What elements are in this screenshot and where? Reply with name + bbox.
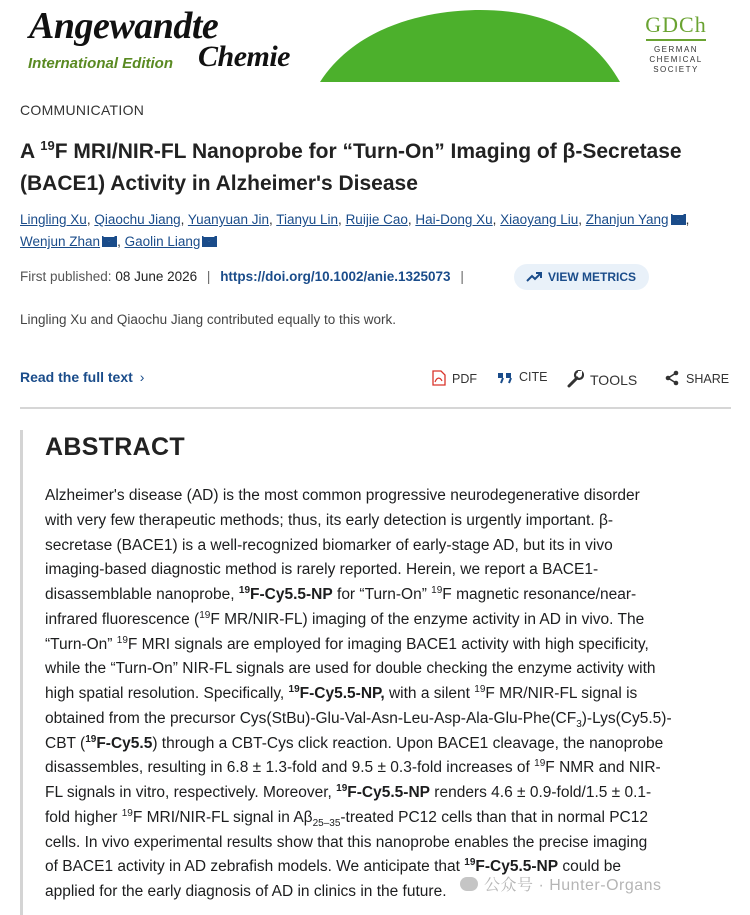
abstract-line: [45, 806, 725, 831]
abstract-sup: 19: [199, 609, 211, 621]
abstract-text-run: “Turn-On”: [45, 635, 117, 653]
author-list: [20, 209, 730, 253]
abstract-line: [45, 583, 725, 608]
abstract-text-run: F MRI/NIR-FL signal in Aβ: [132, 808, 313, 826]
abstract-text-run: secretase (BACE1) is a well-recognized biomarker of early-stage AD, but its in vivo: [45, 536, 613, 554]
abstract-sup: 19: [121, 807, 133, 819]
abstract-side-bar: [20, 430, 23, 915]
article-type: COMMUNICATION: [20, 102, 145, 118]
author-separator: ,: [268, 212, 277, 227]
tools-label: TOOLS: [590, 372, 638, 388]
abstract-text-run: Alzheimer's disease (AD) is the most common progressive neurodegenerative disorder: [45, 487, 640, 504]
tools-button[interactable]: [566, 370, 637, 388]
abstract-text-run: while the “Turn-On” NIR-FL signals are used for double checking the enzyme activity with: [45, 660, 656, 678]
author-link[interactable]: Qiaochu Jiang: [94, 212, 181, 227]
abstract-sup: 19: [336, 782, 348, 794]
abstract-sup: 19: [534, 758, 546, 770]
gdch-logo[interactable]: [626, 12, 726, 75]
doi-link[interactable]: https://doi.org/10.1002/anie.1325073: [220, 269, 451, 284]
abstract-sup: 19: [238, 584, 251, 596]
abstract-sup: 19: [431, 584, 443, 596]
envelope-icon[interactable]: [102, 236, 117, 247]
author-link[interactable]: Hai-Dong Xu: [415, 212, 493, 227]
abstract-text-run: applied for the early diagnosis of AD in clinics in the future.: [45, 883, 447, 900]
trend-up-icon: [526, 271, 542, 283]
author-link[interactable]: Zhanjun Yang: [585, 212, 669, 227]
abstract-text-run: F MRI signals are employed for imaging BACE1 activity with high specificity,: [127, 635, 649, 653]
gdch-line1: GERMAN: [653, 45, 699, 54]
wrench-icon: [566, 370, 584, 388]
pdf-icon: [432, 370, 446, 386]
abstract-line: [45, 509, 725, 534]
share-icon: [664, 370, 680, 386]
author-separator: ,: [492, 212, 501, 227]
abstract-text-run: F NMR and NIR-: [545, 759, 661, 777]
gdch-line2: CHEMICAL SOCIETY: [649, 55, 703, 74]
abstract-text-run: obtained from the precursor Cys(StBu)-Glu-Val-Asn-Leu-Asp-Ala-Glu-Phe(CF: [45, 709, 577, 727]
author-link[interactable]: Gaolin Liang: [124, 234, 201, 249]
author-separator: ,: [180, 212, 188, 227]
author-link[interactable]: Xiaoyang Liu: [500, 212, 579, 227]
abstract-line: [45, 682, 725, 707]
wechat-icon: [460, 877, 478, 891]
abstract-text-run: F-Cy5.5: [96, 734, 153, 752]
abstract-text-run: imaging-based diagnostic method is rarely reported. Herein, we report a BACE1-: [45, 561, 599, 579]
abstract-sup: 19: [116, 634, 128, 646]
abstract-line: [45, 657, 725, 682]
abstract-text-run: F MR/NIR-FL) imaging of the enzyme activity in AD in vivo. The: [210, 610, 645, 628]
envelope-icon[interactable]: [671, 214, 686, 225]
abstract-text-run: cells. In vivo experimental results show that this nanoprobe enables the precise imaging: [45, 833, 648, 851]
abstract-text-run: renders 4.6 ± 0.9-fold/1.5 ± 0.1-: [429, 784, 652, 801]
quote-icon: [497, 372, 513, 384]
abstract-line: [45, 831, 725, 856]
abstract-line: [45, 608, 725, 633]
abstract-line: [45, 484, 725, 509]
abstract-text-run: CBT (: [45, 734, 86, 752]
abstract-text: [45, 484, 725, 905]
title-prefix: A: [20, 140, 41, 163]
abstract-heading: ABSTRACT: [45, 433, 185, 461]
author-separator: ,: [338, 212, 346, 227]
watermark-text: 公众号 · Hunter-Organs: [484, 877, 662, 894]
abstract-line: [45, 732, 725, 757]
abstract-text-run: F MR/NIR-FL signal is: [485, 685, 638, 702]
abstract-text-run: F-Cy5.5-NP: [475, 858, 559, 876]
gdch-letters: GDCh: [645, 12, 707, 37]
section-divider: [20, 407, 731, 409]
journal-logo-chemie: Chemie: [198, 40, 290, 73]
author-separator: ,: [117, 234, 125, 249]
abstract-line: [45, 633, 725, 658]
abstract-text-run: disassemblable nanoprobe,: [45, 586, 239, 603]
abstract-text-run: infrared fluorescence (: [45, 610, 200, 628]
separator: |: [206, 269, 211, 284]
author-separator: ,: [578, 212, 586, 227]
journal-logo-angewandte[interactable]: Angewandte: [29, 5, 219, 47]
author-link[interactable]: Yuanyuan Jin: [187, 212, 269, 227]
abstract-text-run: of BACE1 activity in AD zebrafish models. We anticipate that: [45, 858, 465, 876]
abstract-text-run: ) through a CBT-Cys click reaction. Upon BACE1 cleavage, the nanoprobe: [152, 734, 664, 752]
abstract-sup: 19: [288, 683, 300, 695]
abstract-text-run: could be: [558, 858, 622, 876]
abstract-text-run: FL signals in vitro, respectively. Moreover,: [45, 784, 337, 801]
view-metrics-label: VIEW METRICS: [548, 270, 637, 284]
author-separator: ,: [407, 212, 416, 227]
abstract-sub: 25–35: [312, 817, 341, 829]
view-metrics-button[interactable]: [514, 264, 649, 290]
abstract-text-run: F-Cy5.5-NP: [250, 586, 333, 603]
abstract-sub: 3: [576, 718, 582, 730]
journal-banner-arc: [320, 10, 620, 82]
abstract-text-run: with a silent: [384, 685, 475, 702]
share-label: SHARE: [686, 372, 730, 386]
envelope-icon[interactable]: [202, 236, 217, 247]
abstract-line: [45, 707, 725, 732]
pdf-button[interactable]: [432, 370, 477, 386]
title-isotope: 19: [40, 138, 55, 153]
author-link[interactable]: Wenjun Zhan: [20, 234, 101, 249]
abstract-text-run: high spatial resolution. Specifically,: [45, 685, 289, 702]
read-full-text-link[interactable]: [20, 369, 144, 385]
abstract-line: [45, 756, 725, 781]
first-published-label: First published:: [20, 269, 112, 284]
read-full-text-label: Read the full text: [20, 369, 133, 385]
author-separator: ,: [685, 212, 690, 227]
abstract-sup: 19: [474, 683, 486, 695]
gdch-divider: [646, 39, 706, 41]
abstract-text-run: for “Turn-On”: [332, 586, 432, 603]
abstract-line: [45, 781, 725, 806]
article-title: [20, 130, 720, 200]
abstract-text-run: )-Lys(Cy5.5)-: [581, 709, 672, 727]
chevron-right-icon: ›: [139, 369, 145, 385]
abstract-text-run: with very few therapeutic methods; thus, its early detection is urgently important. β-: [45, 511, 614, 529]
abstract-line: [45, 534, 725, 559]
journal-edition: International Edition: [28, 55, 173, 72]
abstract-line: [45, 558, 725, 583]
cite-label: CITE: [519, 370, 548, 384]
author-separator: ,: [86, 212, 95, 227]
author-link[interactable]: Lingling Xu: [20, 212, 87, 227]
journal-header: [0, 0, 750, 84]
abstract-text-run: F-Cy5.5-NP: [347, 784, 430, 801]
share-button[interactable]: [664, 370, 729, 386]
watermark: [460, 872, 662, 895]
author-link[interactable]: Ruijie Cao: [345, 212, 408, 227]
equal-contribution-note: Lingling Xu and Qiaochu Jiang contributed equally to this work.: [20, 312, 396, 327]
publication-info: [20, 264, 470, 290]
cite-button[interactable]: [497, 370, 547, 384]
title-rest: F MRI/NIR-FL Nanoprobe for “Turn-On” Imaging of β-Secretase (BACE1) Activity in Alzheimer's Disease: [20, 140, 682, 195]
separator: |: [460, 269, 464, 284]
abstract-text-run: fold higher: [45, 808, 122, 826]
author-link[interactable]: Tianyu Lin: [276, 212, 339, 227]
abstract-sup: 19: [464, 857, 476, 869]
abstract-text-run: F-Cy5.5-NP,: [299, 685, 385, 702]
abstract-text-run: -treated PC12 cells than that in normal PC12: [340, 808, 648, 826]
abstract-text-run: F magnetic resonance/near-: [442, 586, 637, 603]
publication-date: 08 June 2026: [115, 269, 198, 284]
abstract-text-run: disassembles, resulting in 6.8 ± 1.3-fold and 9.5 ± 0.3-fold increases of: [45, 759, 535, 777]
abstract-sup: 19: [85, 733, 97, 745]
pdf-label: PDF: [452, 372, 477, 386]
